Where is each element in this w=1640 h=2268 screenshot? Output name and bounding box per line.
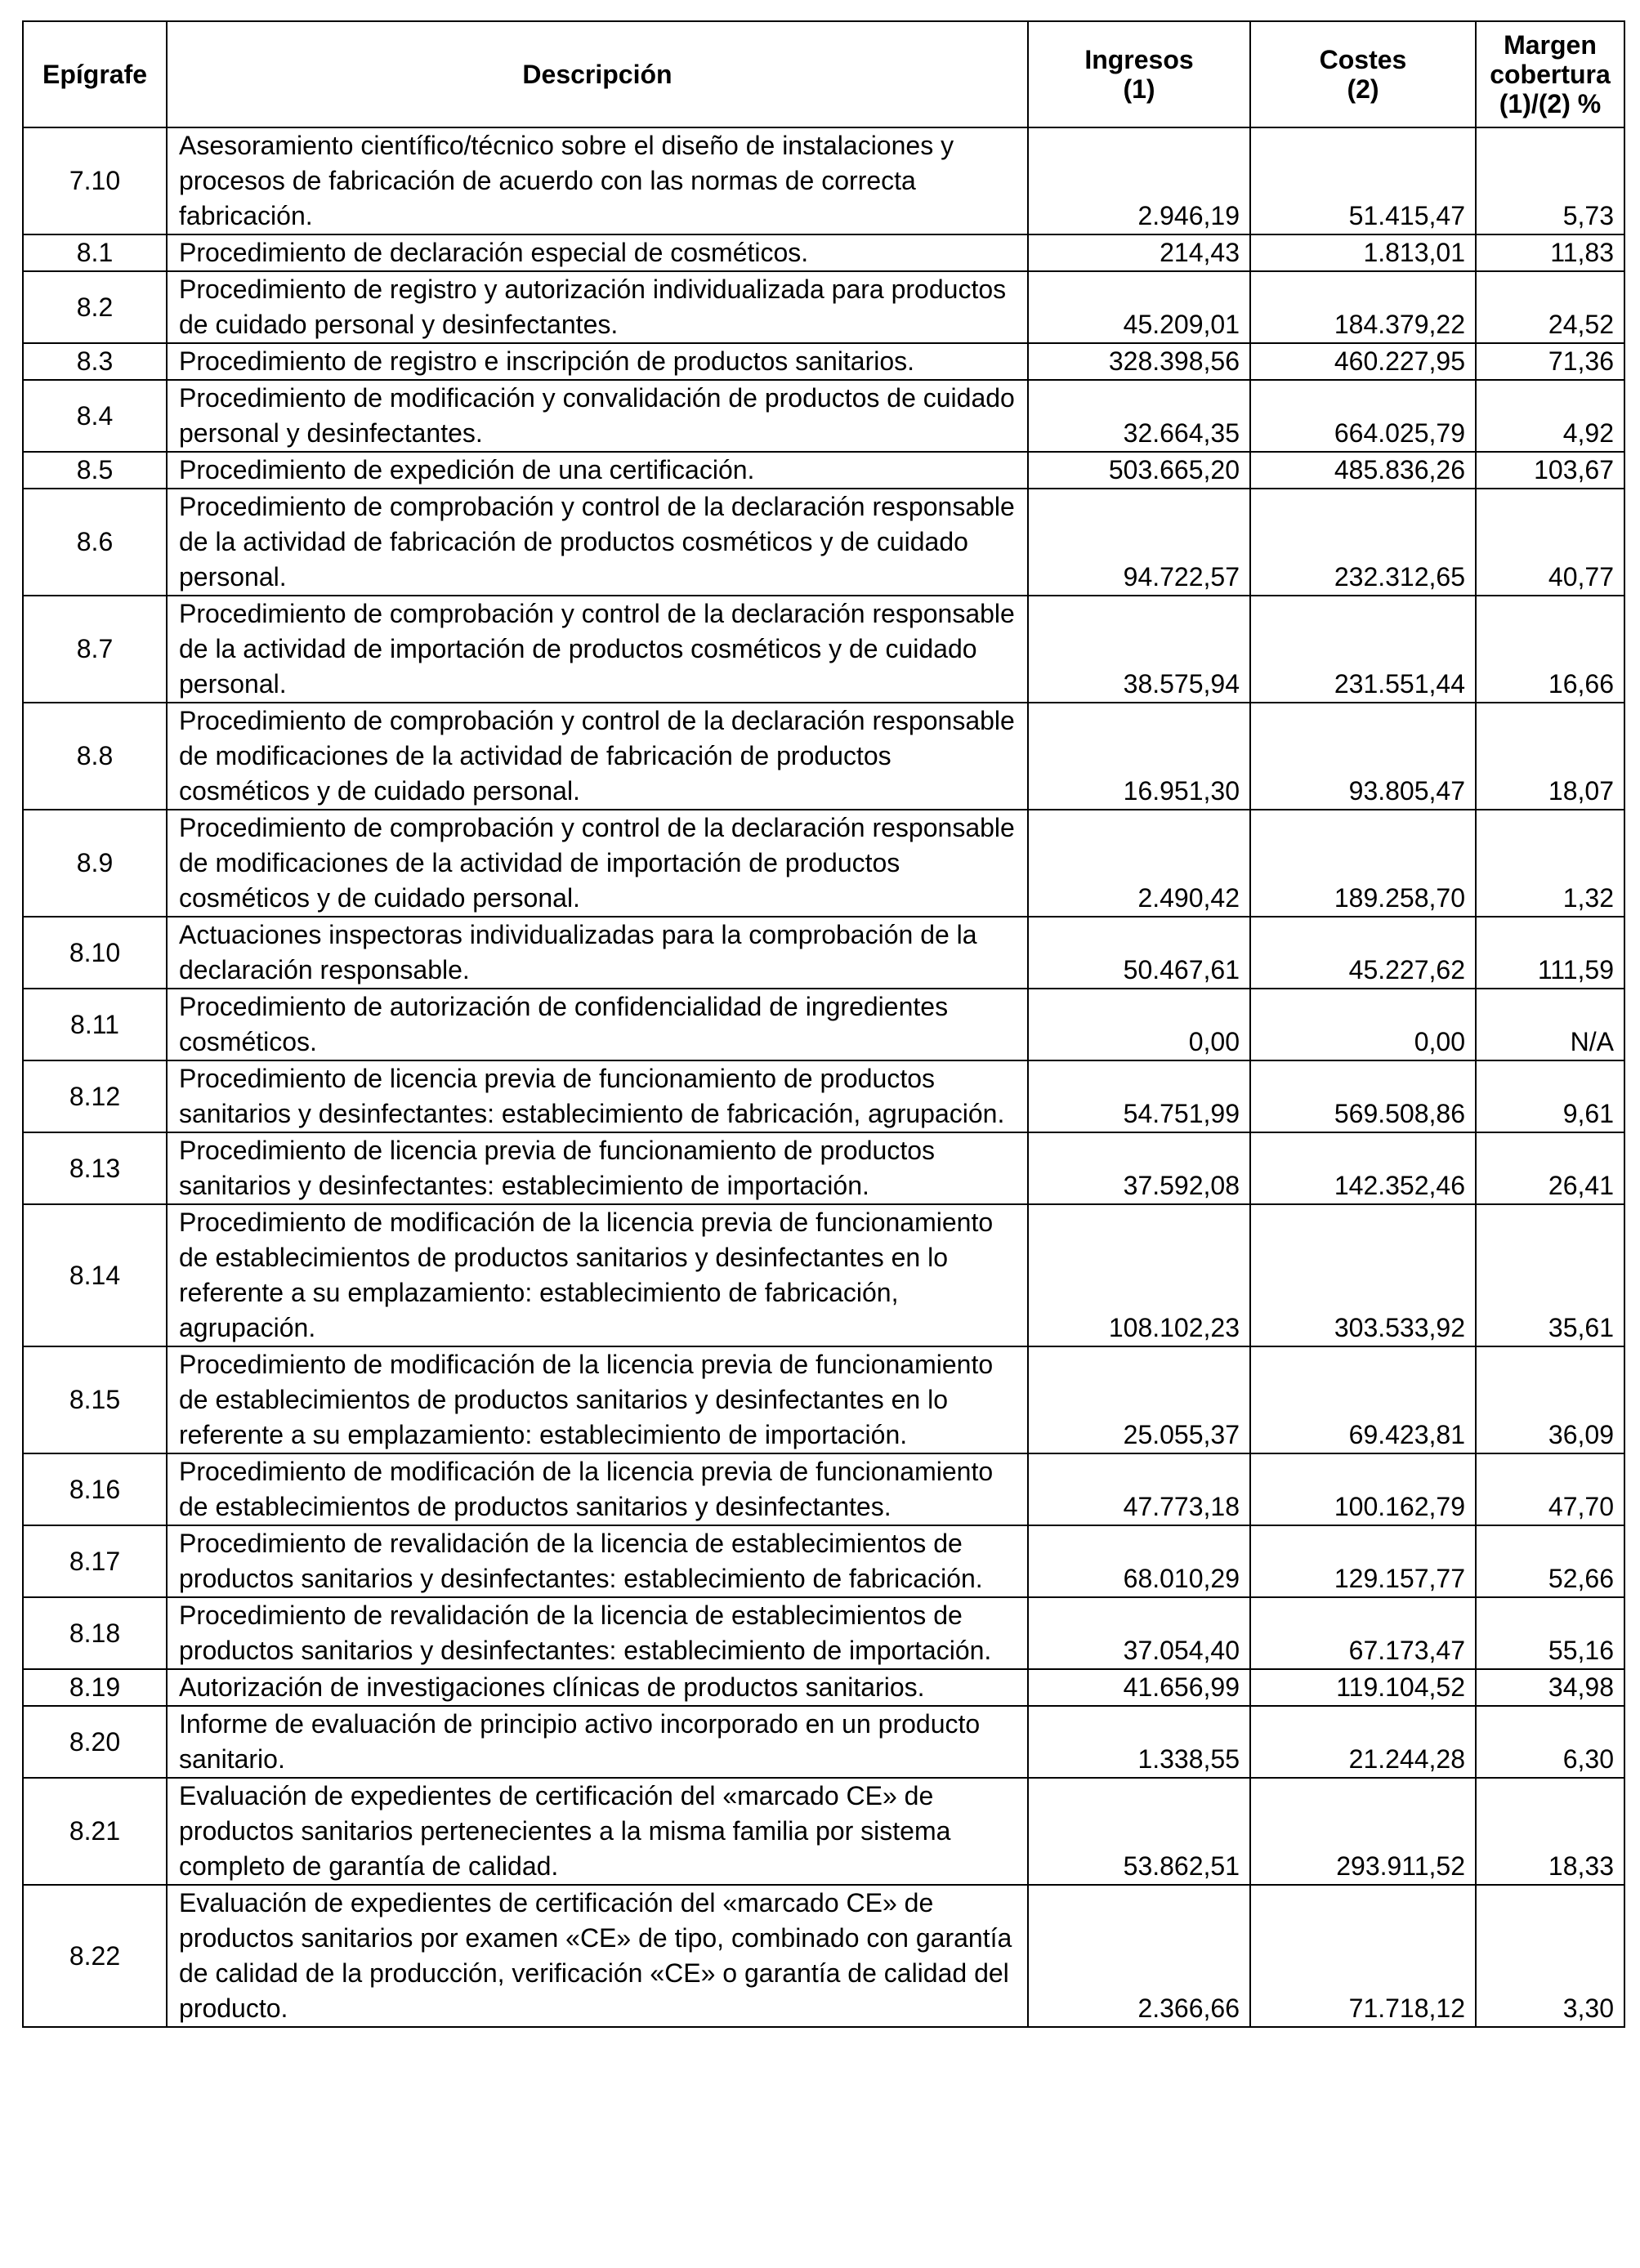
cell-ingresos: 0,00 [1028,989,1250,1060]
cell-costes: 231.551,44 [1250,596,1476,703]
table-row [23,1597,1624,1669]
table-row [23,1060,1624,1132]
table-row [23,1525,1624,1597]
cell-ingresos: 328.398,56 [1028,343,1250,380]
cell-margen: 3,30 [1476,1885,1624,2027]
table-row [23,234,1624,271]
cell-costes: 69.423,81 [1250,1346,1476,1453]
cell-epigrafe: 8.12 [23,1060,167,1132]
cell-costes: 485.836,26 [1250,452,1476,489]
cell-descripcion: Procedimiento de comprobación y control de la declaración responsable de modificaciones de la actividad de fabricación de productos cosméticos y de cuidado personal. [167,703,1028,810]
cell-costes: 100.162,79 [1250,1453,1476,1525]
cell-epigrafe: 8.10 [23,917,167,989]
cell-descripcion: Procedimiento de licencia previa de funcionamiento de productos sanitarios y desinfectantes: establecimiento de importación. [167,1132,1028,1204]
cell-margen: 26,41 [1476,1132,1624,1204]
cell-margen: 52,66 [1476,1525,1624,1597]
table-row [23,271,1624,343]
cell-ingresos: 25.055,37 [1028,1346,1250,1453]
table-row [23,452,1624,489]
cell-descripcion: Procedimiento de revalidación de la licencia de establecimientos de productos sanitarios y desinfectantes: establecimiento de importación. [167,1597,1028,1669]
cell-descripcion: Autorización de investigaciones clínicas de productos sanitarios. [167,1669,1028,1706]
cell-epigrafe: 8.19 [23,1669,167,1706]
table-row [23,810,1624,917]
cell-margen: 16,66 [1476,596,1624,703]
cell-ingresos: 2.366,66 [1028,1885,1250,2027]
table-row [23,596,1624,703]
cell-margen: 5,73 [1476,127,1624,234]
table-row [23,1132,1624,1204]
cell-costes: 232.312,65 [1250,489,1476,596]
cell-margen: 47,70 [1476,1453,1624,1525]
cell-descripcion: Procedimiento de modificación y convalidación de productos de cuidado personal y desinfectantes. [167,380,1028,452]
table-row [23,1778,1624,1885]
table-row [23,1346,1624,1453]
cell-costes: 142.352,46 [1250,1132,1476,1204]
cell-descripcion: Asesoramiento científico/técnico sobre el diseño de instalaciones y procesos de fabricación de acuerdo con las normas de correcta fabricación. [167,127,1028,234]
cell-epigrafe: 8.1 [23,234,167,271]
cell-margen: 36,09 [1476,1346,1624,1453]
cell-costes: 460.227,95 [1250,343,1476,380]
cell-costes: 93.805,47 [1250,703,1476,810]
cell-epigrafe: 8.15 [23,1346,167,1453]
cell-epigrafe: 8.16 [23,1453,167,1525]
cell-costes: 129.157,77 [1250,1525,1476,1597]
cell-margen: 111,59 [1476,917,1624,989]
cell-ingresos: 32.664,35 [1028,380,1250,452]
table-row [23,1453,1624,1525]
cell-costes: 569.508,86 [1250,1060,1476,1132]
cell-costes: 664.025,79 [1250,380,1476,452]
cell-ingresos: 503.665,20 [1028,452,1250,489]
cell-costes: 0,00 [1250,989,1476,1060]
fees-table [22,20,1625,2028]
cell-descripcion: Procedimiento de licencia previa de funcionamiento de productos sanitarios y desinfectantes: establecimiento de fabricación, agrupación. [167,1060,1028,1132]
cell-ingresos: 50.467,61 [1028,917,1250,989]
cell-descripcion: Procedimiento de registro y autorización individualizada para productos de cuidado personal y desinfectantes. [167,271,1028,343]
cell-epigrafe: 8.6 [23,489,167,596]
cell-costes: 51.415,47 [1250,127,1476,234]
cell-ingresos: 47.773,18 [1028,1453,1250,1525]
cell-epigrafe: 8.21 [23,1778,167,1885]
cell-costes: 71.718,12 [1250,1885,1476,2027]
table-row [23,989,1624,1060]
table-row [23,343,1624,380]
cell-costes: 1.813,01 [1250,234,1476,271]
cell-epigrafe: 8.2 [23,271,167,343]
cell-descripcion: Actuaciones inspectoras individualizadas para la comprobación de la declaración responsable. [167,917,1028,989]
cell-descripcion: Informe de evaluación de principio activo incorporado en un producto sanitario. [167,1706,1028,1778]
cell-descripcion: Procedimiento de registro e inscripción de productos sanitarios. [167,343,1028,380]
header-descripcion: Descripción [167,21,1028,127]
cell-epigrafe: 8.17 [23,1525,167,1597]
cell-margen: 35,61 [1476,1204,1624,1346]
cell-margen: 24,52 [1476,271,1624,343]
cell-margen: 18,07 [1476,703,1624,810]
cell-epigrafe: 8.7 [23,596,167,703]
header-ingresos: Ingresos (1) [1028,21,1250,127]
cell-costes: 189.258,70 [1250,810,1476,917]
cell-margen: 1,32 [1476,810,1624,917]
cell-ingresos: 37.592,08 [1028,1132,1250,1204]
cell-margen: 71,36 [1476,343,1624,380]
cell-margen: 9,61 [1476,1060,1624,1132]
cell-margen: 40,77 [1476,489,1624,596]
cell-epigrafe: 8.11 [23,989,167,1060]
cell-margen: 4,92 [1476,380,1624,452]
cell-ingresos: 41.656,99 [1028,1669,1250,1706]
cell-epigrafe: 8.5 [23,452,167,489]
cell-epigrafe: 8.3 [23,343,167,380]
cell-descripcion: Procedimiento de modificación de la licencia previa de funcionamiento de establecimientos de productos sanitarios y desinfectantes en lo referente a su emplazamiento: establecimiento de fabricación, agrupación. [167,1204,1028,1346]
table-row [23,1669,1624,1706]
table-row [23,917,1624,989]
cell-descripcion: Procedimiento de modificación de la licencia previa de funcionamiento de establecimientos de productos sanitarios y desinfectantes en lo referente a su emplazamiento: establecimiento de importación. [167,1346,1028,1453]
cell-ingresos: 214,43 [1028,234,1250,271]
cell-epigrafe: 8.8 [23,703,167,810]
table-row [23,380,1624,452]
table-row [23,489,1624,596]
cell-epigrafe: 8.14 [23,1204,167,1346]
cell-ingresos: 2.490,42 [1028,810,1250,917]
cell-costes: 119.104,52 [1250,1669,1476,1706]
cell-epigrafe: 8.18 [23,1597,167,1669]
cell-margen: 11,83 [1476,234,1624,271]
header-row [23,21,1624,127]
cell-costes: 303.533,92 [1250,1204,1476,1346]
table-row [23,703,1624,810]
cell-descripcion: Procedimiento de expedición de una certificación. [167,452,1028,489]
cell-margen: 55,16 [1476,1597,1624,1669]
cell-ingresos: 2.946,19 [1028,127,1250,234]
cell-ingresos: 45.209,01 [1028,271,1250,343]
table-row [23,1706,1624,1778]
cell-epigrafe: 8.13 [23,1132,167,1204]
cell-descripcion: Procedimiento de modificación de la licencia previa de funcionamiento de establecimientos de productos sanitarios y desinfectantes. [167,1453,1028,1525]
cell-ingresos: 108.102,23 [1028,1204,1250,1346]
cell-costes: 45.227,62 [1250,917,1476,989]
cell-epigrafe: 8.22 [23,1885,167,2027]
cell-epigrafe: 7.10 [23,127,167,234]
cell-descripcion: Evaluación de expedientes de certificación del «marcado CE» de productos sanitarios por examen «CE» de tipo, combinado con garantía de calidad de la producción, verificación «CE» o garantía de calidad del producto. [167,1885,1028,2027]
cell-ingresos: 38.575,94 [1028,596,1250,703]
cell-costes: 21.244,28 [1250,1706,1476,1778]
cell-ingresos: 53.862,51 [1028,1778,1250,1885]
cell-costes: 67.173,47 [1250,1597,1476,1669]
cell-ingresos: 68.010,29 [1028,1525,1250,1597]
cell-epigrafe: 8.20 [23,1706,167,1778]
cell-margen: 103,67 [1476,452,1624,489]
table-row [23,1885,1624,2027]
cell-epigrafe: 8.4 [23,380,167,452]
cell-margen: 6,30 [1476,1706,1624,1778]
cell-ingresos: 1.338,55 [1028,1706,1250,1778]
cell-ingresos: 94.722,57 [1028,489,1250,596]
cell-costes: 293.911,52 [1250,1778,1476,1885]
cell-margen: 18,33 [1476,1778,1624,1885]
cell-descripcion: Evaluación de expedientes de certificación del «marcado CE» de productos sanitarios pertenecientes a la misma familia por sistema completo de garantía de calidad. [167,1778,1028,1885]
cell-epigrafe: 8.9 [23,810,167,917]
header-epigrafe: Epígrafe [23,21,167,127]
cell-descripcion: Procedimiento de comprobación y control de la declaración responsable de modificaciones de la actividad de importación de productos cosméticos y de cuidado personal. [167,810,1028,917]
cell-margen: 34,98 [1476,1669,1624,1706]
cell-descripcion: Procedimiento de comprobación y control de la declaración responsable de la actividad de importación de productos cosméticos y de cuidado personal. [167,596,1028,703]
header-costes: Costes (2) [1250,21,1476,127]
table-row [23,1204,1624,1346]
cell-descripcion: Procedimiento de revalidación de la licencia de establecimientos de productos sanitarios y desinfectantes: establecimiento de fabricación. [167,1525,1028,1597]
header-margen: Margen cobertura (1)/(2) % [1476,21,1624,127]
cell-descripcion: Procedimiento de comprobación y control de la declaración responsable de la actividad de fabricación de productos cosméticos y de cuidado personal. [167,489,1028,596]
table-row [23,127,1624,234]
cell-margen: N/A [1476,989,1624,1060]
cell-ingresos: 37.054,40 [1028,1597,1250,1669]
cell-descripcion: Procedimiento de autorización de confidencialidad de ingredientes cosméticos. [167,989,1028,1060]
cell-ingresos: 54.751,99 [1028,1060,1250,1132]
cell-descripcion: Procedimiento de declaración especial de cosméticos. [167,234,1028,271]
cell-ingresos: 16.951,30 [1028,703,1250,810]
cell-costes: 184.379,22 [1250,271,1476,343]
